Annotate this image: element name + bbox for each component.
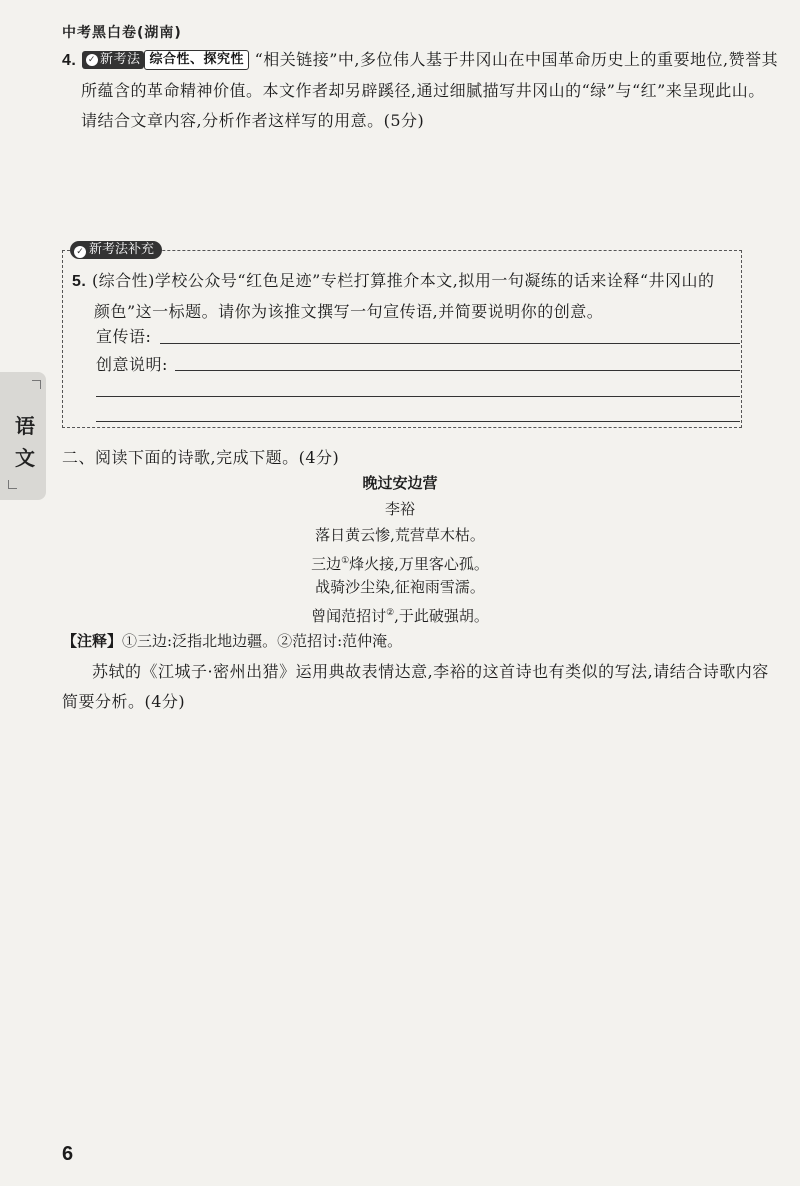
- page-number: 6: [62, 1143, 74, 1165]
- footnote-marker: ①: [341, 556, 350, 566]
- idea-label: 创意说明:: [96, 355, 168, 374]
- question-text: “相关链接”中,多位伟人基于井冈山在中国革命历史上的重要地位,赞誉其: [254, 50, 779, 69]
- idea-answer-line-1[interactable]: [175, 370, 740, 371]
- notes-label: 【注释】: [62, 632, 123, 650]
- side-tab-char-1: 语: [15, 414, 35, 438]
- poem-title: 晚过安边营: [362, 474, 438, 492]
- question-5: [72, 266, 737, 327]
- poem-line-1: 落日黄云惨,荒营草木枯。: [315, 526, 485, 544]
- page-header: 中考黑白卷(湖南): [62, 25, 182, 41]
- footnote-marker: ②: [386, 608, 395, 618]
- question-text: (综合性)学校公众号“红色足迹”专栏打算推介本文,拟用一句凝练的话来诠释“井冈山的: [91, 271, 715, 290]
- check-icon: ✓: [87, 55, 96, 65]
- slogan-answer-line[interactable]: [160, 343, 740, 344]
- question-type-tag: 综合性、探究性: [144, 50, 249, 70]
- notes-text: ①三边:泛指北地边疆。②范招讨:范仲淹。: [122, 632, 403, 650]
- check-icon: ✓: [74, 246, 86, 258]
- poem-notes: [62, 630, 402, 651]
- poem-author: 李裕: [384, 500, 415, 518]
- idea-answer-line-2[interactable]: [96, 396, 740, 397]
- slogan-label: 宣传语:: [96, 327, 152, 346]
- side-tab-char-2: 文: [15, 446, 35, 470]
- question-5-line-1: [72, 266, 737, 297]
- section-2-heading: 二、阅读下面的诗歌,完成下题。(4分): [62, 448, 340, 467]
- corner-bracket: [32, 380, 41, 389]
- poem-line-2: 三边①烽火接,万里客心孤。: [311, 555, 489, 573]
- poem-line-3: 战骑沙尘染,征袍雨雪濡。: [315, 578, 485, 596]
- question-4-line-2: 所蕴含的革命精神价值。本文作者却另辟蹊径,通过细腻描写井冈山的“绿”与“红”来呈现此山。: [81, 81, 765, 100]
- poem-question-line-1: 苏轼的《江城子·密州出猎》运用典故表情达意,李裕的这首诗也有类似的写法,请结合诗歌内容: [92, 662, 769, 681]
- question-4-line-3: 请结合文章内容,分析作者这样写的用意。(5分): [81, 111, 425, 130]
- question-number: 5.: [72, 273, 87, 290]
- question-4: [62, 45, 782, 136]
- question-4-line-1: [62, 45, 782, 76]
- question-5-line-2: 颜色”这一标题。请你为该推文撰写一句宣传语,并简要说明你的创意。: [94, 302, 604, 321]
- poem-question: [62, 657, 782, 717]
- idea-answer-line-3[interactable]: [96, 421, 740, 422]
- poem-line-4: 曾闻范招讨②,于此破强胡。: [311, 607, 489, 625]
- question-number: 4.: [62, 52, 77, 69]
- poem-question-line-2: 简要分析。(4分): [62, 692, 186, 711]
- new-method-tag: ✓ 新考法: [82, 51, 145, 69]
- supplement-tag: ✓ 新考法补充: [70, 241, 162, 259]
